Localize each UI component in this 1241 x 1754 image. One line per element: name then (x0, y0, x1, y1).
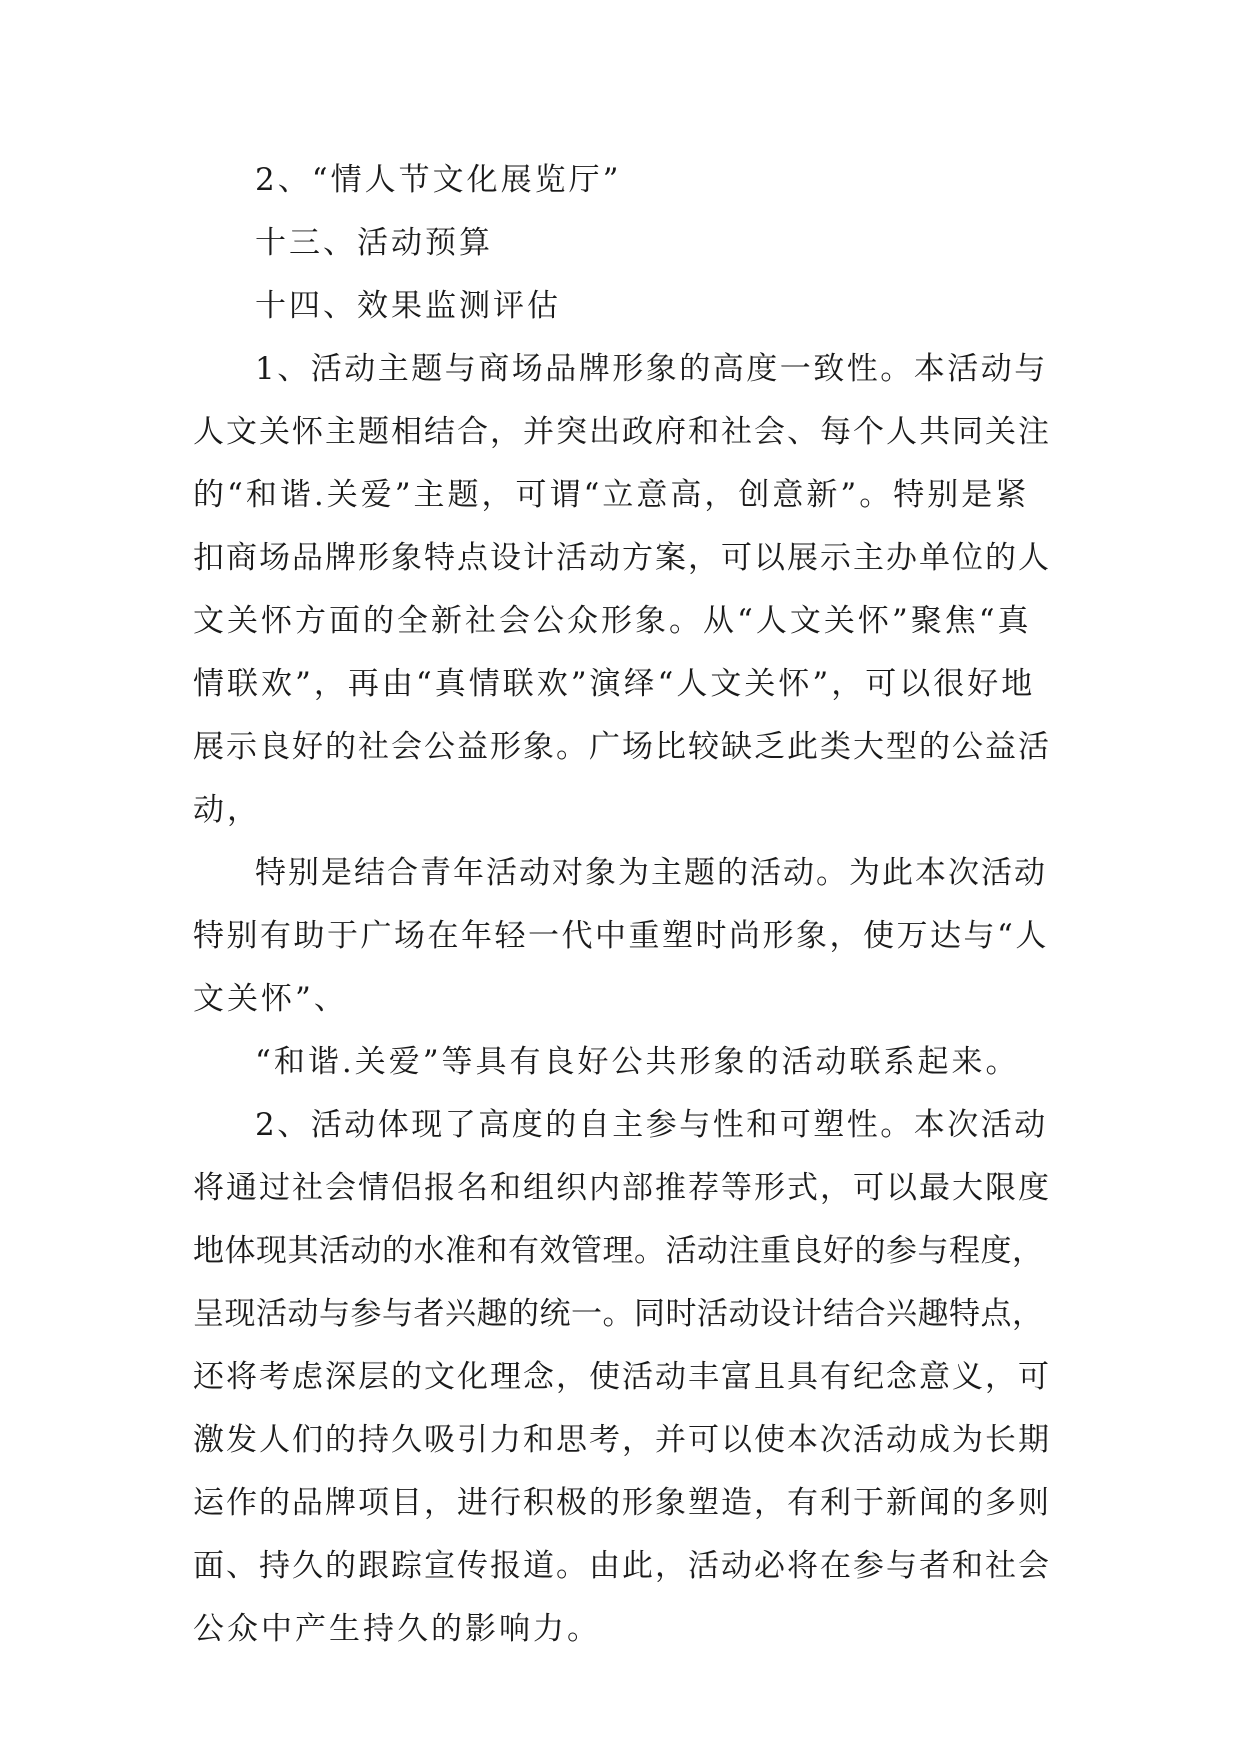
text-line: 2、活动体现了高度的自主参与性和可塑性。本次活动 (255, 1107, 1048, 1143)
section-heading: 十四、效果监测评估 (255, 288, 561, 324)
text-line: 文关怀”、 (193, 981, 348, 1017)
text-line: 情联欢”，再由“真情联欢”演绎“人文关怀”，可以很好地 (193, 666, 1036, 702)
text-line: 文关怀方面的全新社会公众形象。从“人文关怀”聚焦“真 (193, 603, 1032, 639)
text-line: 扣商场品牌形象特点设计活动方案，可以展示主办单位的人 (193, 540, 1051, 576)
text-line: 展示良好的社会公益形象。广场比较缺乏此类大型的公益活 (193, 729, 1051, 765)
section-heading: 十三、活动预算 (255, 225, 493, 261)
text-line: 呈现活动与参与者兴趣的统一。同时活动设计结合兴趣特点， (193, 1296, 1044, 1332)
text-line: 特别有助于广场在年轻一代中重塑时尚形象，使万达与“人 (193, 918, 1049, 954)
text-line: “和谐.关爱”等具有良好公共形象的活动联系起来。 (255, 1044, 1020, 1080)
text-line: 人文关怀主题相结合，并突出政府和社会、每个人共同关注 (193, 414, 1051, 450)
text-line: 动， (193, 792, 261, 828)
text-line: 特别是结合青年活动对象为主题的活动。为此本次活动 (255, 855, 1047, 891)
text-line: 公众中产生持久的影响力。 (193, 1611, 601, 1647)
text-line: 将通过社会情侣报名和组织内部推荐等形式，可以最大限度 (193, 1170, 1051, 1206)
text-line: 2、“情人节文化展览厅” (255, 162, 622, 198)
text-line: 运作的品牌项目，进行积极的形象塑造，有利于新闻的多则 (193, 1485, 1051, 1521)
text-line: 面、持久的跟踪宣传报道。由此，活动必将在参与者和社会 (193, 1548, 1051, 1584)
document-body (193, 149, 1053, 1661)
text-line: 地体现其活动的水准和有效管理。活动注重良好的参与程度， (193, 1233, 1044, 1269)
text-line: 激发人们的持久吸引力和思考，并可以使本次活动成为长期 (193, 1422, 1051, 1458)
text-line: 1、活动主题与商场品牌形象的高度一致性。本活动与 (255, 351, 1048, 387)
text-line: 的“和谐.关爱”主题，可谓“立意高，创意新”。特别是紧 (193, 477, 1030, 513)
text-line: 还将考虑深层的文化理念，使活动丰富且具有纪念意义，可 (193, 1359, 1051, 1395)
